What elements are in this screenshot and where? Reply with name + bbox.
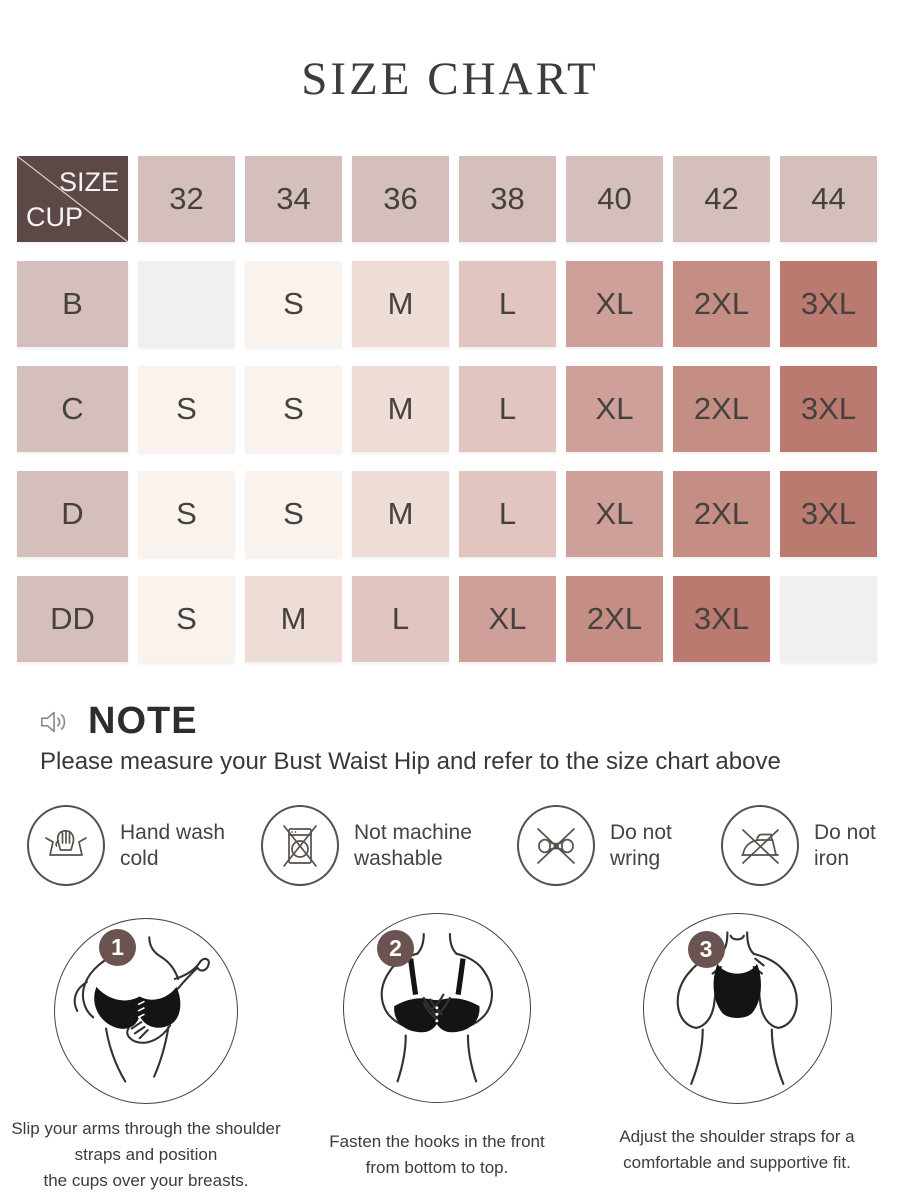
size-cell: M xyxy=(352,471,449,557)
band-size-header: 40 xyxy=(566,156,663,242)
size-cell: 3XL xyxy=(780,471,877,557)
step-1-caption: Slip your arms through the shoulder straps and position the cups over your breasts. xyxy=(11,1119,281,1190)
band-size-header: 36 xyxy=(352,156,449,242)
care-hand-wash xyxy=(27,805,225,886)
wear-bra-figure-icon xyxy=(66,930,226,1092)
size-cell: 2XL xyxy=(566,576,663,662)
cup-label-b: B xyxy=(17,261,128,347)
care-label: Do not wring xyxy=(610,820,672,870)
care-label: Do not iron xyxy=(814,820,876,870)
size-cell: 3XL xyxy=(780,261,877,347)
size-cell: S xyxy=(138,576,235,662)
note-text: Please measure your Bust Waist Hip and refer to the size chart above xyxy=(40,748,781,775)
band-size-header: 32 xyxy=(138,156,235,242)
band-size-header: 38 xyxy=(459,156,556,242)
band-size-header: 34 xyxy=(245,156,342,242)
care-label: Not machine washable xyxy=(354,820,472,870)
hand-wash-icon xyxy=(27,805,105,886)
cup-label-d: D xyxy=(17,471,128,557)
size-cell: XL xyxy=(566,471,663,557)
step-3-number-badge: 3 xyxy=(688,931,725,968)
size-cell: S xyxy=(245,261,342,347)
size-cell: S xyxy=(138,471,235,557)
page-title: SIZE CHART xyxy=(301,53,599,105)
size-cell: 3XL xyxy=(673,576,770,662)
step-2-number-badge: 2 xyxy=(377,930,414,967)
corner-cell xyxy=(17,156,128,242)
size-chart-table xyxy=(17,156,877,662)
size-cell: 2XL xyxy=(673,471,770,557)
care-label: Hand wash cold xyxy=(120,820,226,870)
size-cell: S xyxy=(245,366,342,452)
cup-label-c: C xyxy=(17,366,128,452)
size-cell: L xyxy=(352,576,449,662)
step-2-illustration xyxy=(343,913,531,1103)
size-cell: S xyxy=(138,366,235,452)
size-cell: 2XL xyxy=(673,261,770,347)
size-cell: M xyxy=(352,366,449,452)
size-cell: L xyxy=(459,366,556,452)
note-heading xyxy=(38,700,198,743)
band-size-header: 42 xyxy=(673,156,770,242)
care-no-machine-wash xyxy=(261,805,472,886)
band-size-header: 44 xyxy=(780,156,877,242)
step-1-number-badge: 1 xyxy=(99,929,136,966)
size-cell: L xyxy=(459,471,556,557)
care-do-not-iron xyxy=(721,805,876,886)
step-2-caption: Fasten the hooks in the front from bottom to top. xyxy=(329,1132,545,1177)
step-3 xyxy=(607,913,867,1176)
step-3-illustration xyxy=(643,913,832,1104)
adjust-straps-figure-icon xyxy=(655,925,820,1091)
size-cell: M xyxy=(352,261,449,347)
size-cell xyxy=(138,261,235,347)
cup-label-dd: DD xyxy=(17,576,128,662)
care-do-not-wring xyxy=(517,805,672,886)
size-cell: 3XL xyxy=(780,366,877,452)
size-cell: XL xyxy=(566,261,663,347)
size-cell: L xyxy=(459,261,556,347)
note-title: NOTE xyxy=(88,700,198,742)
step-3-caption: Adjust the shoulder straps for a comfortable and supportive fit. xyxy=(619,1127,855,1172)
size-cell: 2XL xyxy=(673,366,770,452)
step-2 xyxy=(317,913,557,1181)
do-not-iron-icon xyxy=(721,805,799,886)
no-machine-wash-icon xyxy=(261,805,339,886)
do-not-wring-icon xyxy=(517,805,595,886)
step-1-illustration xyxy=(54,918,238,1104)
size-cell: XL xyxy=(566,366,663,452)
step-1 xyxy=(10,918,282,1193)
size-cell xyxy=(780,576,877,662)
speaker-icon xyxy=(38,707,72,737)
corner-cup-label: CUP xyxy=(26,202,84,232)
size-cell: M xyxy=(245,576,342,662)
size-cell: S xyxy=(245,471,342,557)
corner-size-label: SIZE xyxy=(58,167,119,197)
size-cell: XL xyxy=(459,576,556,662)
